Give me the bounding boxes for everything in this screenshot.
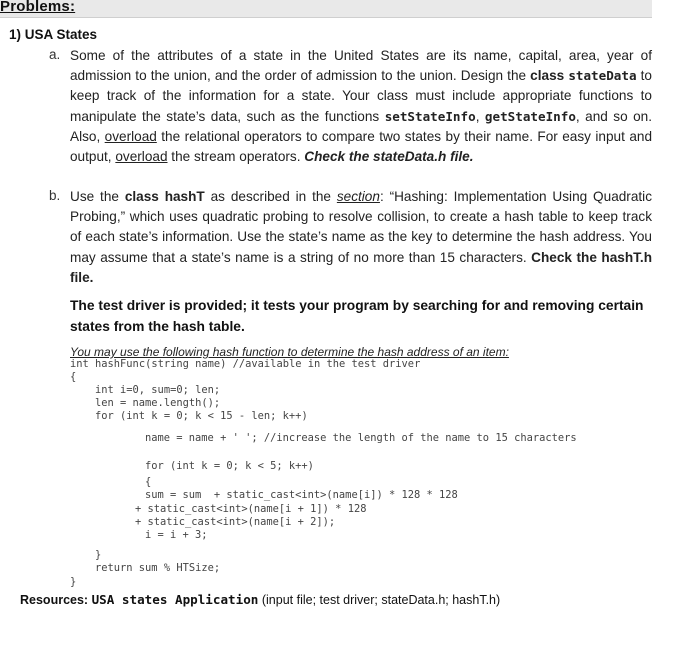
item-b-text: [70, 187, 652, 288]
code-line-8: {: [145, 476, 152, 488]
resources-label: Resources:: [20, 593, 89, 607]
item-a-text-4: , and so on. Also,: [70, 108, 652, 144]
code-line-13: }: [95, 549, 102, 561]
item-a-text-2: to keep track of the information for a state. Your class must include appropriate functions to manipulate the state’s data, such as the functions: [70, 68, 652, 124]
header-bar: [0, 0, 652, 18]
code-line-14: return sum % HTSize;: [95, 562, 221, 574]
item-b-text-3: : “Hashing: Implementation Using Quadratic Probing,” which uses quadratic probing to resolve collision, to create a hash table to keep track of each state’s information. Use the state’s name as the key to determine the hash address. You may assume that a state’s name is a string of no more than 15 characters.: [70, 189, 652, 265]
section-word: section: [336, 189, 380, 204]
code-line-10: + static_cast<int>(name[i + 1]) * 128: [135, 503, 367, 515]
code-line-6: name = name + ' '; //increase the length of the name to 15 characters: [145, 432, 577, 444]
code-line-9: sum = sum + static_cast<int>(name[i]) * 128 * 128: [145, 489, 458, 501]
code-line-5: for (int k = 0; k < 15 - len; k++): [95, 410, 308, 422]
code-line-3: int i=0, sum=0; len;: [95, 384, 221, 396]
code-line-4: len = name.length();: [95, 397, 221, 409]
section-title: 1) USA States: [9, 27, 98, 42]
check-statedata-note: Check the stateData.h file.: [304, 149, 474, 165]
test-driver-note: The test driver is provided; it tests your program by searching for and removing certain states from the hash table.: [70, 298, 644, 334]
item-a-text-3: ,: [475, 108, 485, 124]
code-line-1: int hashFunc(string name) //available in the test driver: [70, 358, 421, 370]
item-b-text-1: Use the: [70, 189, 125, 204]
item-a-text-5: the relational operators to compare two states by their name. For easy input and output,: [70, 128, 653, 165]
resources-app-name: USA states Application: [91, 592, 259, 607]
code-line-7: for (int k = 0; k < 5; k++): [145, 460, 314, 472]
class-name-statedata: stateData: [568, 68, 637, 84]
code-line-15: }: [70, 576, 77, 588]
code-line-12: i = i + 3;: [145, 529, 208, 541]
hash-function-note: You may use the following hash function to determine the hash address of an item:: [70, 345, 509, 359]
code-line-11: + static_cast<int>(name[i + 2]);: [135, 516, 336, 528]
function-getstateinfo: getStateInfo: [484, 108, 576, 124]
resources-list: (input file; test driver; stateData.h; hashT.h): [258, 593, 501, 607]
function-setstateinfo: setStateInfo: [384, 108, 476, 124]
item-a-marker: a.: [49, 47, 61, 62]
item-b-text-2: as described in the: [204, 189, 337, 204]
resources-line: [20, 592, 500, 607]
class-keyword: class: [530, 68, 565, 84]
code-line-2: {: [70, 371, 77, 383]
item-a-text-1: Some of the attributes of a state in the United States are its name, capital, area, year of admission to the union, and the order of admission to the union. Design the: [70, 48, 652, 84]
overload-word-2: overload: [115, 149, 168, 165]
item-a-text-6: the stream operators.: [167, 149, 305, 165]
check-hasht-note: Check the hashT.h file.: [70, 249, 652, 285]
overload-word-1: overload: [104, 128, 157, 144]
item-b-marker: b.: [49, 188, 61, 203]
page-title: Problems:: [0, 0, 76, 15]
item-a-text: [70, 46, 652, 167]
class-hasht: class hashT: [124, 189, 205, 204]
